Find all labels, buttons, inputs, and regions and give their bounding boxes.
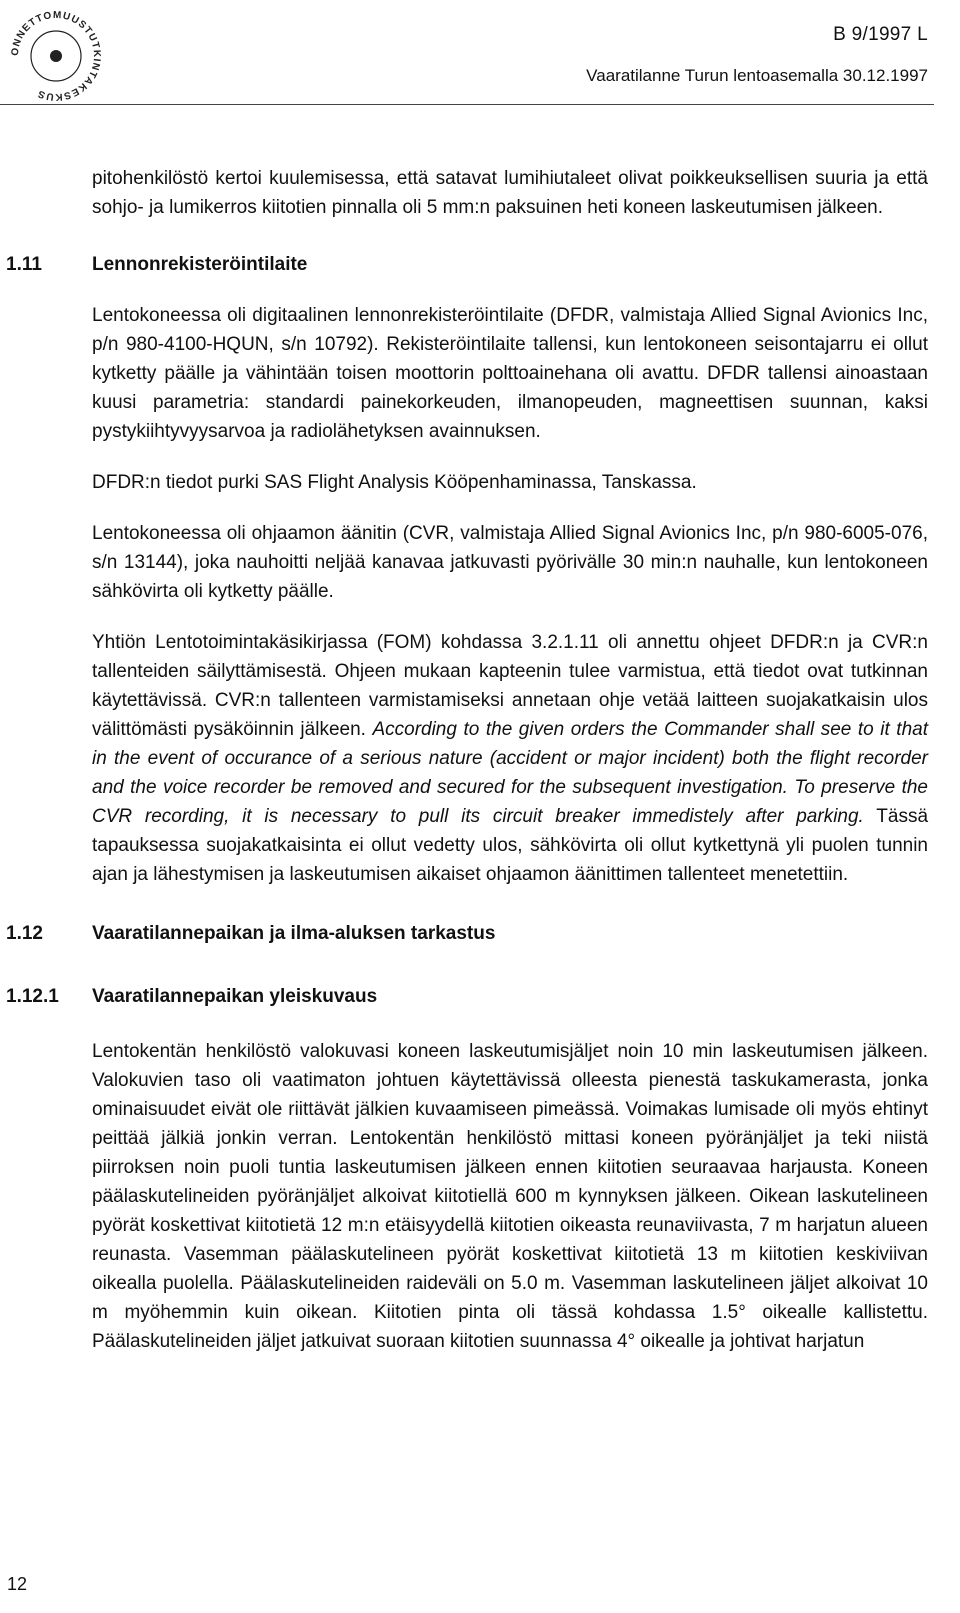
fom-text-part2: Tässä tapauksessa suojakatkaisinta ei ollut vedetty ulos, sähkövirta oli ollut kytkettynä yli puolen tunnin ajan ja lähestymisen ja laskeutumisen aikaiset ohjaamon äänittimen tallenteet menetettiin. bbox=[92, 806, 929, 885]
section-title: Vaaratilannepaikan ja ilma-aluksen tarkastus bbox=[92, 923, 496, 944]
document-title: Vaaratilanne Turun lentoasemalla 30.12.1997 bbox=[586, 66, 928, 85]
section-heading-1-12 bbox=[6, 919, 928, 948]
section-title: Vaaratilannepaikan yleiskuvaus bbox=[92, 986, 378, 1007]
paragraph-dfdr-analysis: DFDR:n tiedot purki SAS Flight Analysis Kööpenhaminassa, Tanskassa. bbox=[92, 472, 697, 493]
page-number: 12 bbox=[7, 1574, 28, 1594]
onnettomuustutkintakeskus-seal-icon bbox=[0, 0, 112, 112]
intro-paragraph: pitohenkilöstö kertoi kuulemisessa, että satavat lumihiutaleet olivat poikkeuksellisen suuria ja että sohjo- ja lumikerros kiitotien pinnalla oli 5 mm:n paksuinen heti koneen laskeutumisen jälkeen. bbox=[92, 168, 928, 218]
paragraph-cvr: Lentokoneessa oli ohjaamon äänitin (CVR, valmistaja Allied Signal Avionics Inc, p/n 980-6005-076, s/n 13144), joka nauhoitti neljää kanavaa jatkuvasti pyörivälle 30 min:n nauhalle, kun lentokoneen sähkövirta oli kytketty päälle. bbox=[92, 523, 928, 602]
fom-quoted-english-text: According to the given orders the Commander shall see to it that in the event of occurance of a serious nature (accident or major incident) both the flight recorder and the voice recorder be removed and secured for the subsequent investigation. To preserve the CVR recording, it is necessary to pull its circuit breaker immedistely after parking. bbox=[92, 719, 928, 827]
section-heading-1-11 bbox=[6, 250, 928, 279]
svg-text:ONNETTOMUUSTUTKINTAKESKUS: ONNETTOMUUSTUTKINTAKESKUS bbox=[9, 9, 103, 103]
section-title: Lennonrekisteröintilaite bbox=[92, 254, 308, 275]
section-number: 1.11 bbox=[6, 254, 42, 275]
document-reference: B 9/1997 L bbox=[833, 24, 928, 45]
document-body bbox=[6, 164, 929, 1356]
section-number: 1.12 bbox=[6, 923, 43, 944]
paragraph-dfdr: Lentokoneessa oli digitaalinen lennonrekisteröintilaite (DFDR, valmistaja Allied Signal Avionics Inc, p/n 980-4100-HQUN, s/n 10792). Rekisteröintilaite tallensi, kun lentokoneen seisontajarru ei ollut kytketty päälle ja vähintään toisen moottorin polttoainehana oli avattu. DFDR tallensi ainoastaan kuusi parametria: standardi painekorkeuden, ilmanopeuden, magneettisen suunnan, kaksi pystykiihtyvyysarvoa ja radiolähetyksen avainnuksen. bbox=[92, 305, 928, 442]
fom-text-part1: Yhtiön Lentotoimintakäsikirjassa (FOM) kohdassa 3.2.1.11 oli annettu ohjeet DFDR:n ja CVR:n tallenteiden säilyttämisestä. Ohjeen mukaan kapteenin tulee varmistua, että tiedot ovat tutkinnan käytettävissä. CVR:n tallenteen varmistamiseksi annetaan ohje vetää laitteen suojakatkaisin ulos välittömästi pysäköinnin jälkeen. bbox=[92, 632, 928, 740]
header-divider bbox=[0, 104, 934, 105]
section-number: 1.12.1 bbox=[6, 986, 59, 1007]
section-heading-1-12-1 bbox=[6, 982, 928, 1011]
paragraph-fom-instructions bbox=[92, 628, 928, 889]
paragraph-incident-site: Lentokentän henkilöstö valokuvasi koneen laskeutumisjäljet noin 10 min laskeutumisen jälkeen. Valokuvien taso oli vaatimaton johtuen käytettävissä olleesta pienestä taskukamerasta, jonka ominaisuudet eivät ole riittävät jälkien kuvaamiseen pimeässä. Voimakas lumisade oli myös ehtinyt peittää jälkiä jonkin verran. Lentokentän henkilöstö mittasi koneen pyöränjäljet ja teki niistä piirroksen noin puoli tuntia laskeutumisen jälkeen ennen kiitotien seuraavaa harjausta. Koneen päälaskutelineiden pyöränjäljet alkoivat kiitotiellä 600 m kynnyksen jälkeen. Oikean laskutelineen pyörät koskettivat kiitotietä 12 m:n etäisyydellä kiitotien oikeasta reunaviivasta, 7 m harjatun alueen reunasta. Vasemman päälaskutelineen pyörät koskettivat kiitotietä 13 m kiitotien keskiviivan oikealla puolella. Päälaskutelineiden raideväli on 5.0 m. Vasemman laskutelineen jäljet alkoivat 10 m myöhemmin kuin oikean. Kiitotien pinta oli tässä kohdassa 1.5° oikealle kallistettu. Päälaskutelineiden jäljet jatkuivat suoraan kiitotien suunnassa 4° oikealle ja johtivat harjatun bbox=[92, 1041, 928, 1352]
